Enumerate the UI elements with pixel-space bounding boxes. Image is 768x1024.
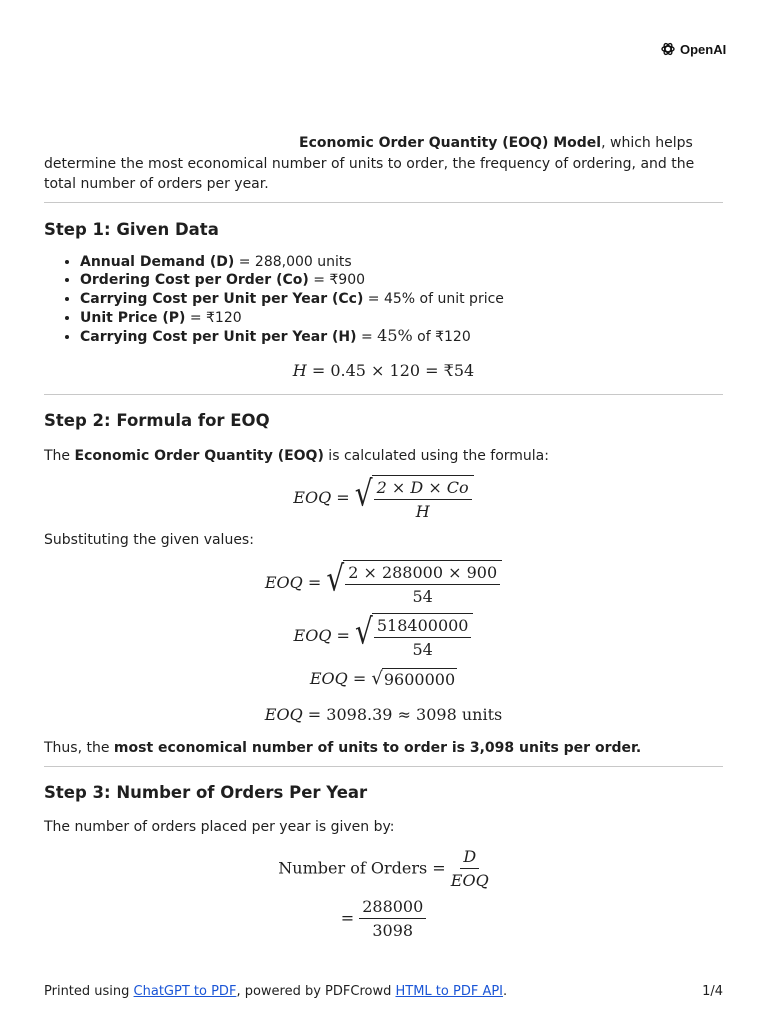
step1-heading: Step 1: Given Data: [44, 219, 219, 239]
radicand: 9600000: [383, 670, 456, 690]
radicand: [372, 475, 474, 522]
sqrt: [354, 472, 474, 522]
divider: [44, 202, 723, 203]
intro-bold: Economic Order Quantity (EOQ) Model: [299, 135, 602, 151]
result-rhs: = 3098.39 ≈ 3098 units: [307, 705, 503, 725]
denominator: 54: [412, 640, 433, 660]
step2-heading: Step 2: Formula for EOQ: [44, 411, 270, 431]
denominator: EOQ: [450, 871, 489, 891]
list-item: [80, 327, 723, 347]
eoq-calc-2: [44, 610, 723, 660]
item-value: = ₹900: [308, 272, 366, 289]
calc-lhs: =: [340, 908, 355, 928]
item-value: = 288,000 units: [234, 253, 352, 270]
formula-lhs: Number of Orders =: [278, 858, 446, 878]
html-to-pdf-api-link[interactable]: HTML to PDF API: [395, 984, 504, 999]
radical-sign: √: [371, 668, 383, 690]
page-number: 1/4: [702, 984, 723, 999]
conclusion-bold: most economical number of units to order is 3,098 units per order.: [113, 740, 642, 757]
openai-icon: [660, 41, 676, 57]
list-item: [80, 253, 723, 272]
result-lhs: EOQ: [264, 705, 303, 725]
intro-post: is calculated using the formula:: [323, 448, 549, 465]
chatgpt-to-pdf-link[interactable]: ChatGPT to PDF: [133, 984, 237, 999]
numerator: 2 × 288000 × 900: [345, 563, 500, 585]
openai-logo: [660, 41, 726, 57]
given-data-list: [44, 253, 723, 348]
item-label: Annual Demand (D): [80, 253, 235, 270]
footer-credit: [44, 984, 507, 999]
item-value-suffix: of ₹120: [412, 329, 471, 346]
eoq-conclusion: [44, 738, 723, 759]
denominator: H: [415, 501, 430, 521]
fraction: [374, 478, 472, 522]
calc-lhs: EOQ =: [264, 573, 322, 593]
eoq-formula: [44, 472, 723, 522]
divider: [44, 766, 723, 767]
item-value: =: [356, 329, 378, 346]
formula-lhs: EOQ =: [293, 487, 350, 507]
eq-rhs: = 0.45 × 120 = ₹54: [311, 361, 475, 381]
eoq-result: [44, 704, 723, 726]
item-label: Carrying Cost per Unit per Year (Cc): [80, 290, 364, 307]
item-math: 45%: [377, 326, 413, 346]
item-label: Unit Price (P): [80, 309, 186, 326]
numerator: 518400000: [374, 616, 472, 638]
step3-heading: Step 3: Number of Orders Per Year: [44, 782, 368, 802]
calc-lhs: EOQ =: [309, 669, 367, 689]
eoq-calc-3: [44, 668, 723, 691]
eoq-calc-1: [44, 557, 723, 607]
fraction: [359, 897, 426, 941]
intro-paragraph: [44, 133, 723, 195]
step3-intro: The number of orders placed per year is given by:: [44, 818, 395, 835]
intro-pre: The: [44, 448, 75, 465]
numerator: 288000: [359, 897, 426, 919]
radical-sign: √: [354, 472, 373, 514]
h-equation: [44, 360, 723, 382]
eq-lhs: H: [292, 361, 307, 381]
sqrt: [371, 668, 457, 691]
item-value: = ₹120: [185, 309, 242, 326]
footer-prefix: Printed using: [44, 984, 134, 999]
fraction: [374, 616, 472, 660]
radical-sign: √: [326, 557, 345, 600]
item-label: Ordering Cost per Order (Co): [80, 272, 309, 289]
sqrt: [326, 557, 502, 607]
page-footer: [44, 984, 723, 999]
sqrt: [355, 610, 473, 660]
item-label: Carrying Cost per Unit per Year (H): [80, 329, 357, 346]
item-value: = 45% of unit price: [363, 290, 504, 307]
orders-calc: [44, 897, 723, 941]
logo-text: OpenAI: [680, 41, 727, 57]
footer-middle: , powered by PDFCrowd: [236, 984, 396, 999]
orders-formula: [44, 847, 723, 891]
fraction: [451, 847, 489, 891]
list-item: [80, 271, 723, 290]
document-body: [44, 133, 723, 941]
substitution-text: Substituting the given values:: [44, 531, 254, 548]
radical-sign: √: [355, 610, 373, 653]
radicand: [343, 560, 502, 607]
conclusion-pre: Thus, the: [44, 740, 114, 757]
radicand: [372, 613, 474, 660]
list-item: [80, 290, 723, 309]
fraction: [345, 563, 500, 607]
denominator: 54: [412, 587, 433, 607]
calc-lhs: EOQ =: [293, 626, 350, 646]
intro-rest: , which helps determine the most economical number of units to order, the frequency of ordering, and the total number of orders per year.: [44, 135, 695, 192]
intro-bold: Economic Order Quantity (EOQ): [74, 448, 324, 465]
divider: [44, 394, 723, 395]
list-item: [80, 309, 723, 328]
denominator: 3098: [372, 921, 414, 941]
footer-suffix: .: [503, 984, 508, 999]
numerator: 2 × D × Co: [374, 478, 472, 500]
numerator: D: [460, 847, 479, 869]
step2-intro: [44, 446, 723, 467]
